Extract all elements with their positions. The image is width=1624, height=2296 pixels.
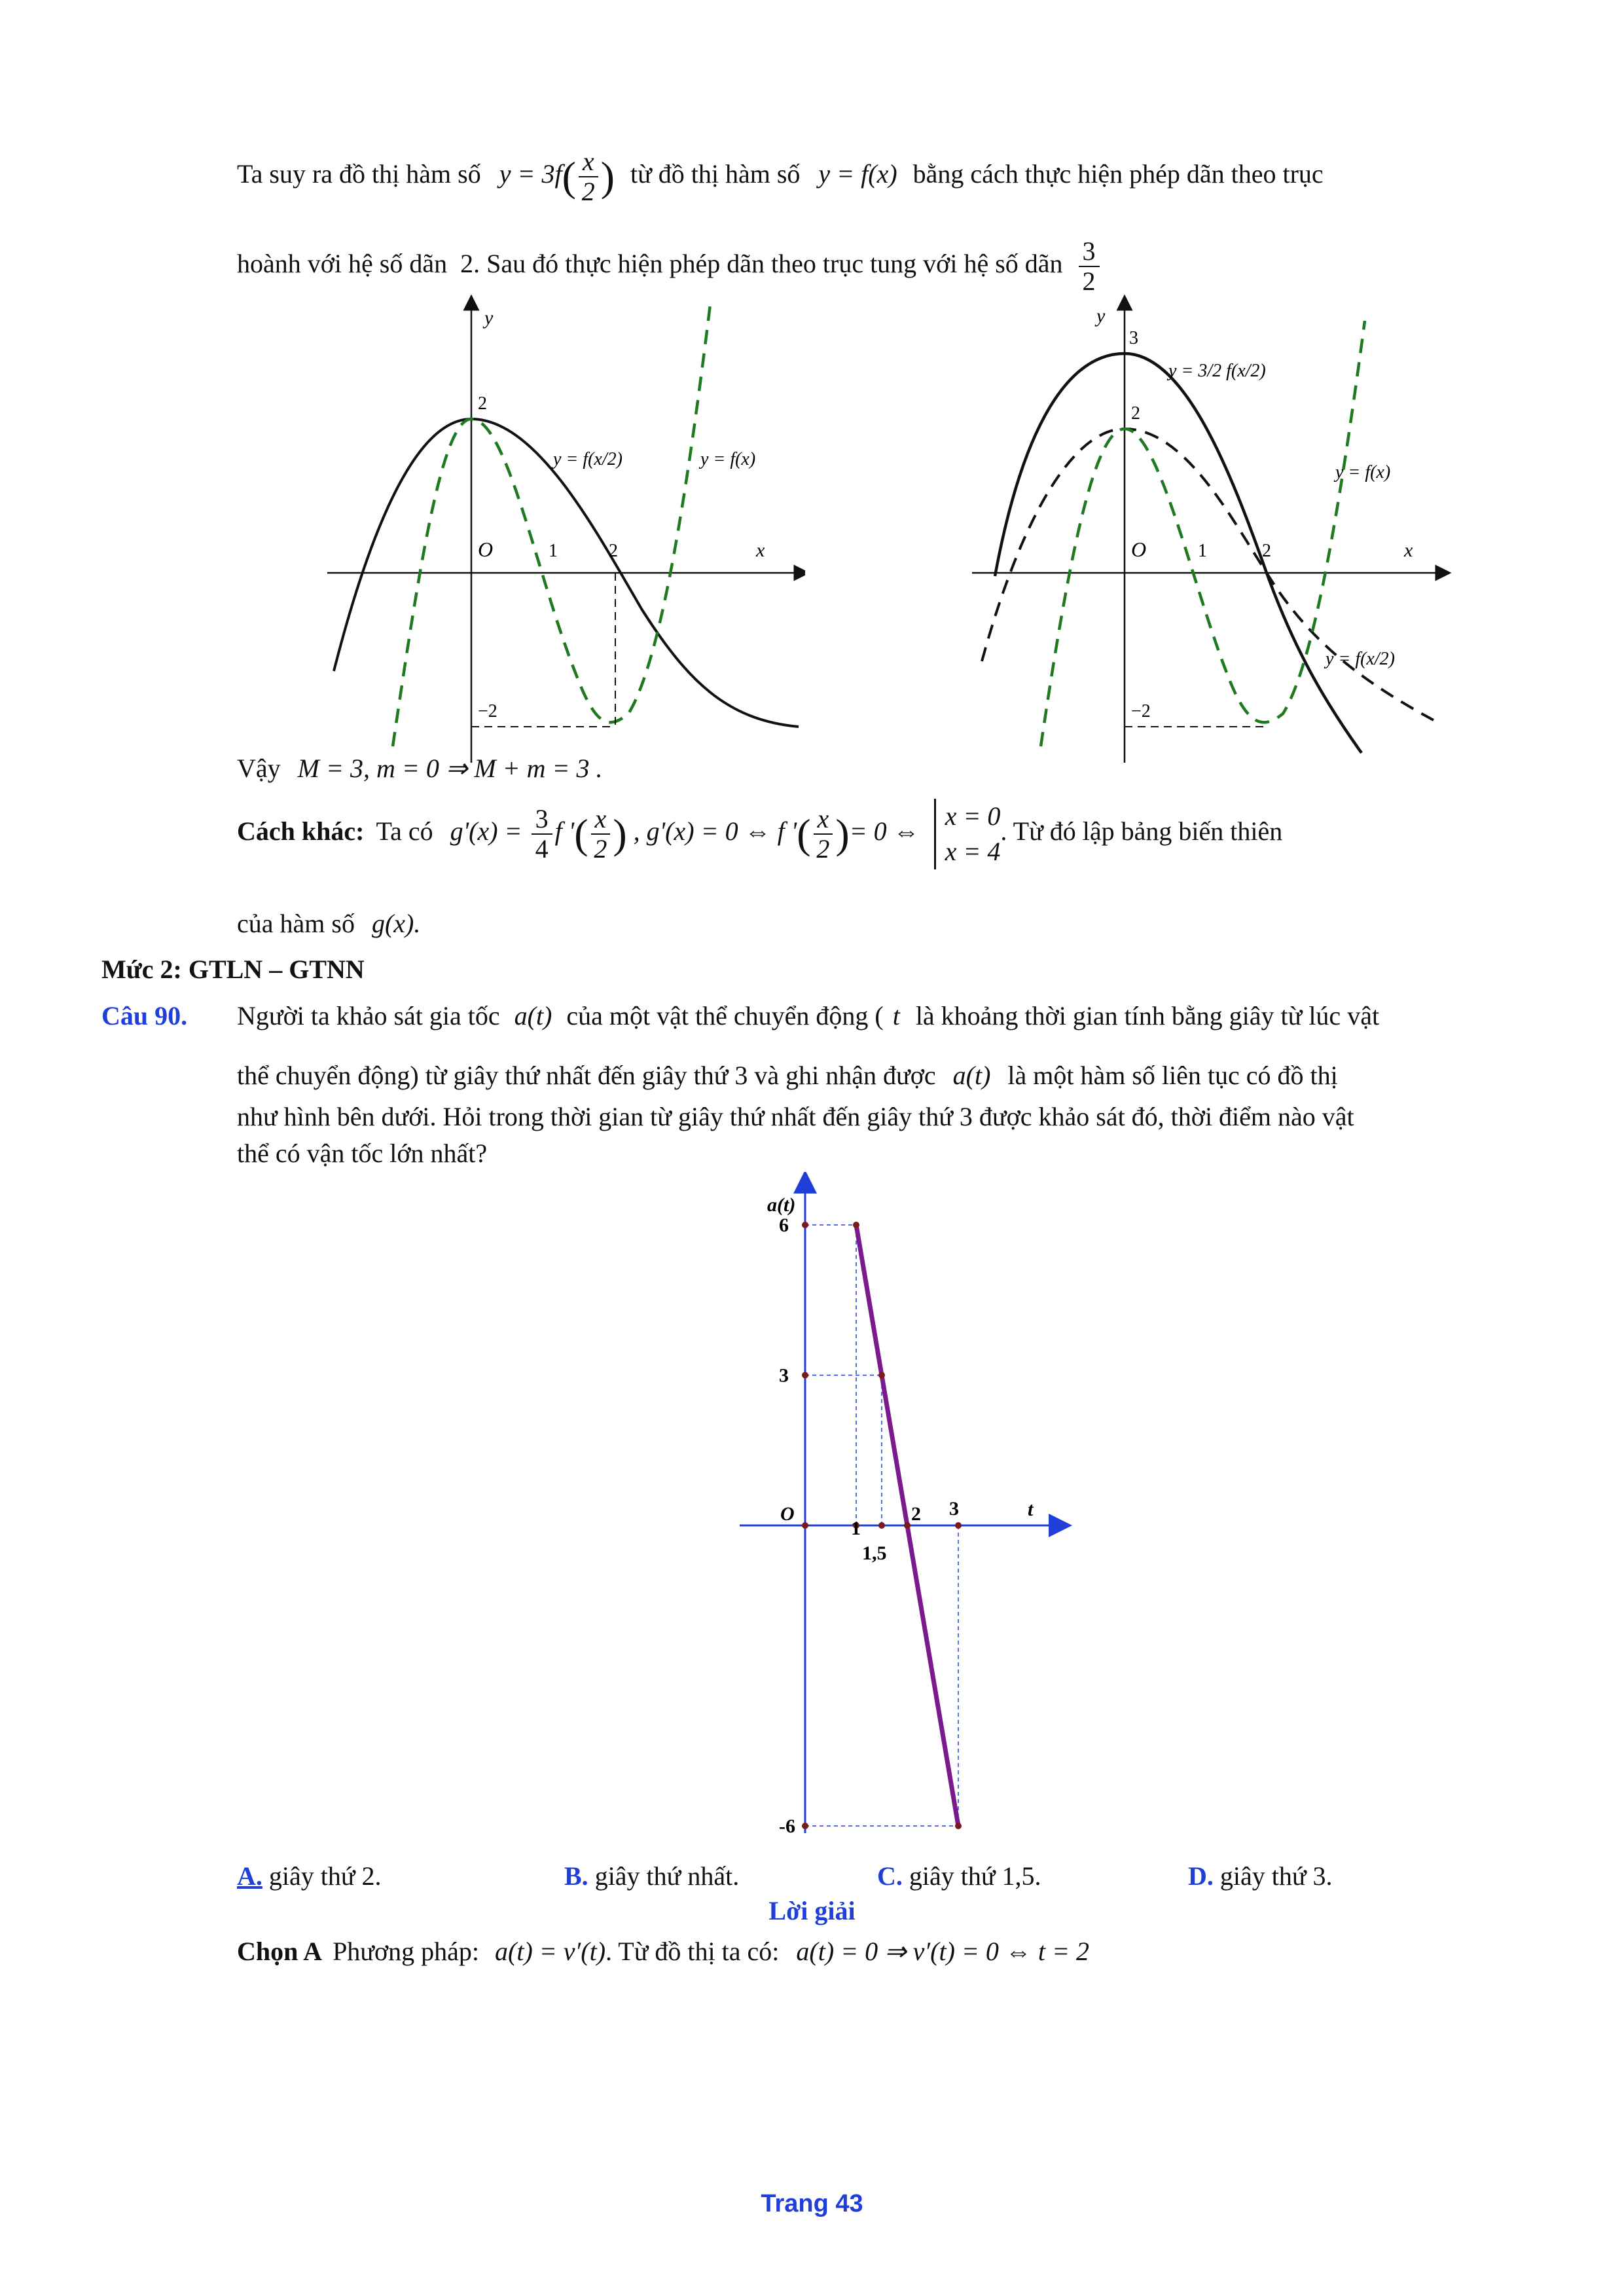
right-tick-2: 2 <box>1262 541 1271 561</box>
question-line-1 <box>237 999 1379 1033</box>
cach-khac-label: Cách khác: <box>237 816 365 847</box>
left-tick-ym2: −2 <box>478 701 497 721</box>
solution-formula-1: a(t) = v′(t) <box>495 1937 606 1966</box>
question-func-1: a(t) <box>514 1001 552 1030</box>
paren-open: ( <box>562 153 576 200</box>
chart-point <box>853 1222 859 1228</box>
intro-line2-a: hoành với hệ số dãn <box>237 249 448 279</box>
left-label-fx: y = f(x) <box>700 449 756 469</box>
answer-a-letter: A. <box>237 1861 262 1891</box>
chart-axis-point <box>802 1372 808 1379</box>
question-text-1b: của một vật thể chuyển động ( <box>566 1001 884 1030</box>
intro-line-2 <box>237 237 1102 296</box>
left-label-fx2: y = f(x/2) <box>553 449 623 469</box>
chart-x-tick-label: 3 <box>949 1498 959 1520</box>
intro-text-c: bằng cách thực hiện phép dãn theo trục <box>912 159 1324 189</box>
intro-line2-k: 2 <box>460 249 474 279</box>
cach-khac-gprime: g'(x) = <box>450 816 522 847</box>
question-text-1c: là khoảng thời gian tính bằng giây từ lúc vật <box>915 1001 1380 1030</box>
right-label-origin: O <box>1131 538 1147 561</box>
chart-x-tick-label: 1,5 <box>862 1542 887 1564</box>
right-label-x: x <box>1404 539 1413 561</box>
question-text-2b: là một hàm số liên tục có đồ thị <box>1007 1061 1338 1090</box>
question-number: Câu 90. <box>101 1001 188 1030</box>
chart-axis-point <box>802 1823 808 1829</box>
conclusion-formula: M = 3, m = 0 ⇒ M + m = 3 . <box>297 754 603 783</box>
question-func-2: a(t) <box>952 1061 991 1090</box>
left-label-origin: O <box>478 538 494 561</box>
left-tick-1: 1 <box>549 541 558 561</box>
cach-khac-line2-func: g(x). <box>371 909 421 938</box>
cach-khac-tail: . Từ đó lập bảng biến thiên <box>1000 816 1283 847</box>
answer-c[interactable] <box>877 1859 1041 1893</box>
answer-d-text: giây thứ 3. <box>1219 1861 1333 1891</box>
chart-point <box>955 1823 962 1829</box>
chart-axis-point <box>955 1522 962 1529</box>
chart-origin-point <box>802 1522 808 1529</box>
right-tick-y3: 3 <box>1129 328 1138 348</box>
right-label-32fx2: y = 3/2 f(x/2) <box>1168 361 1266 381</box>
cach-khac-frac34: $\frac{3}{4}$ <box>532 805 552 864</box>
cach-khac-solutions: x = 0 x = 4 <box>934 799 1001 869</box>
solution-formula-2: a(t) = 0 ⇒ v′(t) = 0 ⇔ t = 2 <box>796 1937 1090 1966</box>
chart-x-tick-label: 2 <box>911 1503 921 1525</box>
answer-d-letter: D. <box>1188 1861 1214 1891</box>
solution-method: Phương pháp: <box>333 1937 480 1966</box>
right-tick-ym2: −2 <box>1131 701 1151 721</box>
intro-text-a: Ta suy ra đồ thị hàm số <box>237 159 481 189</box>
graph-right <box>969 295 1453 766</box>
cach-khac-gzero: , g'(x) = 0 ⇔ f ' <box>633 816 797 847</box>
chart-axis-point <box>904 1522 911 1529</box>
answer-c-letter: C. <box>877 1861 903 1891</box>
chart-axis-point <box>878 1522 885 1529</box>
chart-axis-point <box>802 1222 808 1228</box>
acceleration-chart <box>733 1172 1074 1840</box>
chart-y-tick-label: 3 <box>779 1364 789 1387</box>
intro-text-b: từ đồ thị hàm số <box>630 159 801 189</box>
intro-func: y = 3f <box>499 159 562 189</box>
intro-func2: y = f(x) <box>818 159 897 189</box>
cach-khac-frac-x2-b: $\frac{x}{2}$ <box>814 805 833 864</box>
left-tick-y2: 2 <box>478 393 487 414</box>
page-number: Trang 43 <box>761 2190 863 2217</box>
solution-choose: Chọn A <box>237 1937 323 1966</box>
answer-b-text: giây thứ nhất. <box>594 1861 740 1891</box>
intro-fraction: $\frac{x}{2}$ <box>579 147 598 206</box>
chart-x-tick-label: 1 <box>851 1518 861 1539</box>
solution-line <box>237 1935 1089 1969</box>
conclusion-line <box>237 752 603 786</box>
chart-point <box>878 1372 885 1379</box>
question-t: t <box>892 1001 900 1030</box>
chart-y-tick-label: -6 <box>779 1815 795 1837</box>
left-label-x: x <box>756 539 765 561</box>
intro-line2-b: . Sau đó thực hiện phép dãn theo trục tung với hệ số dãn <box>473 249 1063 279</box>
paren-close: ) <box>600 153 615 200</box>
cach-khac-fprime: f ' <box>554 816 575 847</box>
question-line-2 <box>237 1059 1338 1093</box>
chart-xlabel: t <box>1028 1499 1034 1520</box>
intro-line2-fraction: $\frac{3}{2}$ <box>1079 237 1100 296</box>
right-tick-y2: 2 <box>1131 403 1140 424</box>
intro-line-1 <box>237 147 1324 206</box>
question-text-2a: thể chuyển động) từ giây thứ nhất đến giây thứ 3 và ghi nhận được <box>237 1061 936 1090</box>
cach-khac-ta-co: Ta có <box>376 816 433 847</box>
chart-x-tick-label: O <box>780 1503 795 1525</box>
right-label-y: y <box>1096 305 1106 327</box>
cach-khac-frac-x2: $\frac{x}{2}$ <box>591 805 611 864</box>
question-line-4: thể có vận tốc lớn nhất? <box>237 1139 488 1168</box>
section-title: Mức 2: GTLN – GTNN <box>101 955 365 984</box>
right-label-fx: y = f(x) <box>1335 462 1391 483</box>
answer-a-text: giây thứ 2. <box>268 1861 382 1891</box>
question-line-3: như hình bên dưới. Hỏi trong thời gian từ giây thứ nhất đến giây thứ 3 được khảo sát đó, thời điểm nào vật <box>237 1102 1354 1131</box>
right-tick-1: 1 <box>1198 541 1207 561</box>
chart-ylabel: a(t) <box>767 1194 796 1216</box>
solution-mid: . Từ đồ thị ta có: <box>605 1937 780 1966</box>
right-label-fx2: y = f(x/2) <box>1326 649 1395 669</box>
answer-d[interactable] <box>1188 1859 1333 1893</box>
cach-khac-eqzero: = 0 ⇔ <box>849 816 920 847</box>
left-curve-fx <box>393 304 710 746</box>
answer-b[interactable] <box>564 1859 739 1893</box>
conclusion-vay: Vậy <box>237 754 281 783</box>
left-tick-2: 2 <box>609 541 618 561</box>
cach-khac-line: Cách khác: Ta có g'(x) = $\frac{3}{4}$ f '( $\frac{x}{2}$ ) , g'(x) = 0 ⇔ f '( $\frac{x}{2}$ )= 0 ⇔ x = 0 x = 4 . Từ đó lập bảng biến thiên <box>237 799 1282 869</box>
answer-b-letter: B. <box>564 1861 588 1891</box>
answer-c-text: giây thứ 1,5. <box>909 1861 1041 1891</box>
solution-heading: Lời giải <box>768 1896 856 1925</box>
graph-left <box>321 295 805 766</box>
answer-a[interactable] <box>237 1859 382 1893</box>
left-label-y: y <box>484 307 494 329</box>
cach-khac-line-2 <box>237 907 420 941</box>
cach-khac-line2: của hàm số <box>237 909 355 938</box>
question-text-1a: Người ta khảo sát gia tốc <box>237 1001 500 1030</box>
chart-y-tick-label: 6 <box>779 1214 789 1236</box>
